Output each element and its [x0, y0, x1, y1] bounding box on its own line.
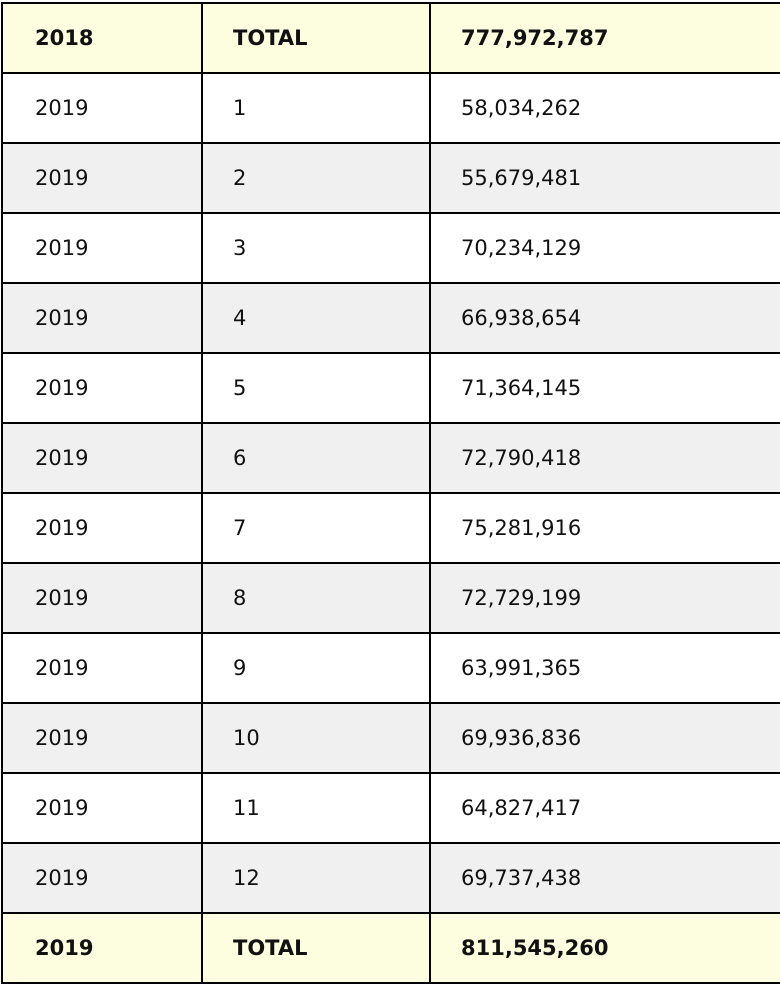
- table-row: [2, 703, 780, 773]
- cell-year: 2019: [2, 913, 202, 983]
- table-row-total-2019: [2, 913, 780, 983]
- cell-month: 3: [202, 213, 430, 283]
- table-row: [2, 633, 780, 703]
- cell-value: 69,737,438: [430, 843, 780, 913]
- cell-value: 71,364,145: [430, 353, 780, 423]
- cell-value: 777,972,787: [430, 3, 780, 73]
- cell-month: TOTAL: [202, 913, 430, 983]
- table-row: [2, 143, 780, 213]
- cell-year: 2019: [2, 283, 202, 353]
- cell-month: 4: [202, 283, 430, 353]
- cell-month: 8: [202, 563, 430, 633]
- cell-year: 2019: [2, 213, 202, 283]
- cell-value: 72,729,199: [430, 563, 780, 633]
- table-row: [2, 213, 780, 283]
- cell-month: 5: [202, 353, 430, 423]
- cell-year: 2019: [2, 843, 202, 913]
- cell-year: 2019: [2, 563, 202, 633]
- cell-year: 2019: [2, 773, 202, 843]
- cell-year: 2019: [2, 423, 202, 493]
- cell-value: 64,827,417: [430, 773, 780, 843]
- cell-month: 6: [202, 423, 430, 493]
- table-row: [2, 423, 780, 493]
- cell-year: 2019: [2, 143, 202, 213]
- cell-value: 75,281,916: [430, 493, 780, 563]
- cell-value: 69,936,836: [430, 703, 780, 773]
- cell-year: 2019: [2, 703, 202, 773]
- cell-value: 55,679,481: [430, 143, 780, 213]
- cell-year: 2019: [2, 353, 202, 423]
- cell-month: 11: [202, 773, 430, 843]
- cell-value: 58,034,262: [430, 73, 780, 143]
- data-table: [1, 2, 780, 984]
- cell-month: 1: [202, 73, 430, 143]
- cell-value: 72,790,418: [430, 423, 780, 493]
- table-row: [2, 353, 780, 423]
- cell-value: 811,545,260: [430, 913, 780, 983]
- table-row-total-2018: [2, 3, 780, 73]
- table-row: [2, 283, 780, 353]
- table-row: [2, 773, 780, 843]
- cell-year: 2018: [2, 3, 202, 73]
- cell-year: 2019: [2, 633, 202, 703]
- cell-month: 10: [202, 703, 430, 773]
- cell-month: 12: [202, 843, 430, 913]
- cell-year: 2019: [2, 493, 202, 563]
- cell-value: 63,991,365: [430, 633, 780, 703]
- cell-month: 2: [202, 143, 430, 213]
- cell-value: 70,234,129: [430, 213, 780, 283]
- cell-month: 9: [202, 633, 430, 703]
- cell-month: 7: [202, 493, 430, 563]
- table-body: [2, 3, 780, 983]
- table-row: [2, 73, 780, 143]
- table-row: [2, 563, 780, 633]
- table-row: [2, 843, 780, 913]
- cell-month: TOTAL: [202, 3, 430, 73]
- table-row: [2, 493, 780, 563]
- cell-value: 66,938,654: [430, 283, 780, 353]
- cell-year: 2019: [2, 73, 202, 143]
